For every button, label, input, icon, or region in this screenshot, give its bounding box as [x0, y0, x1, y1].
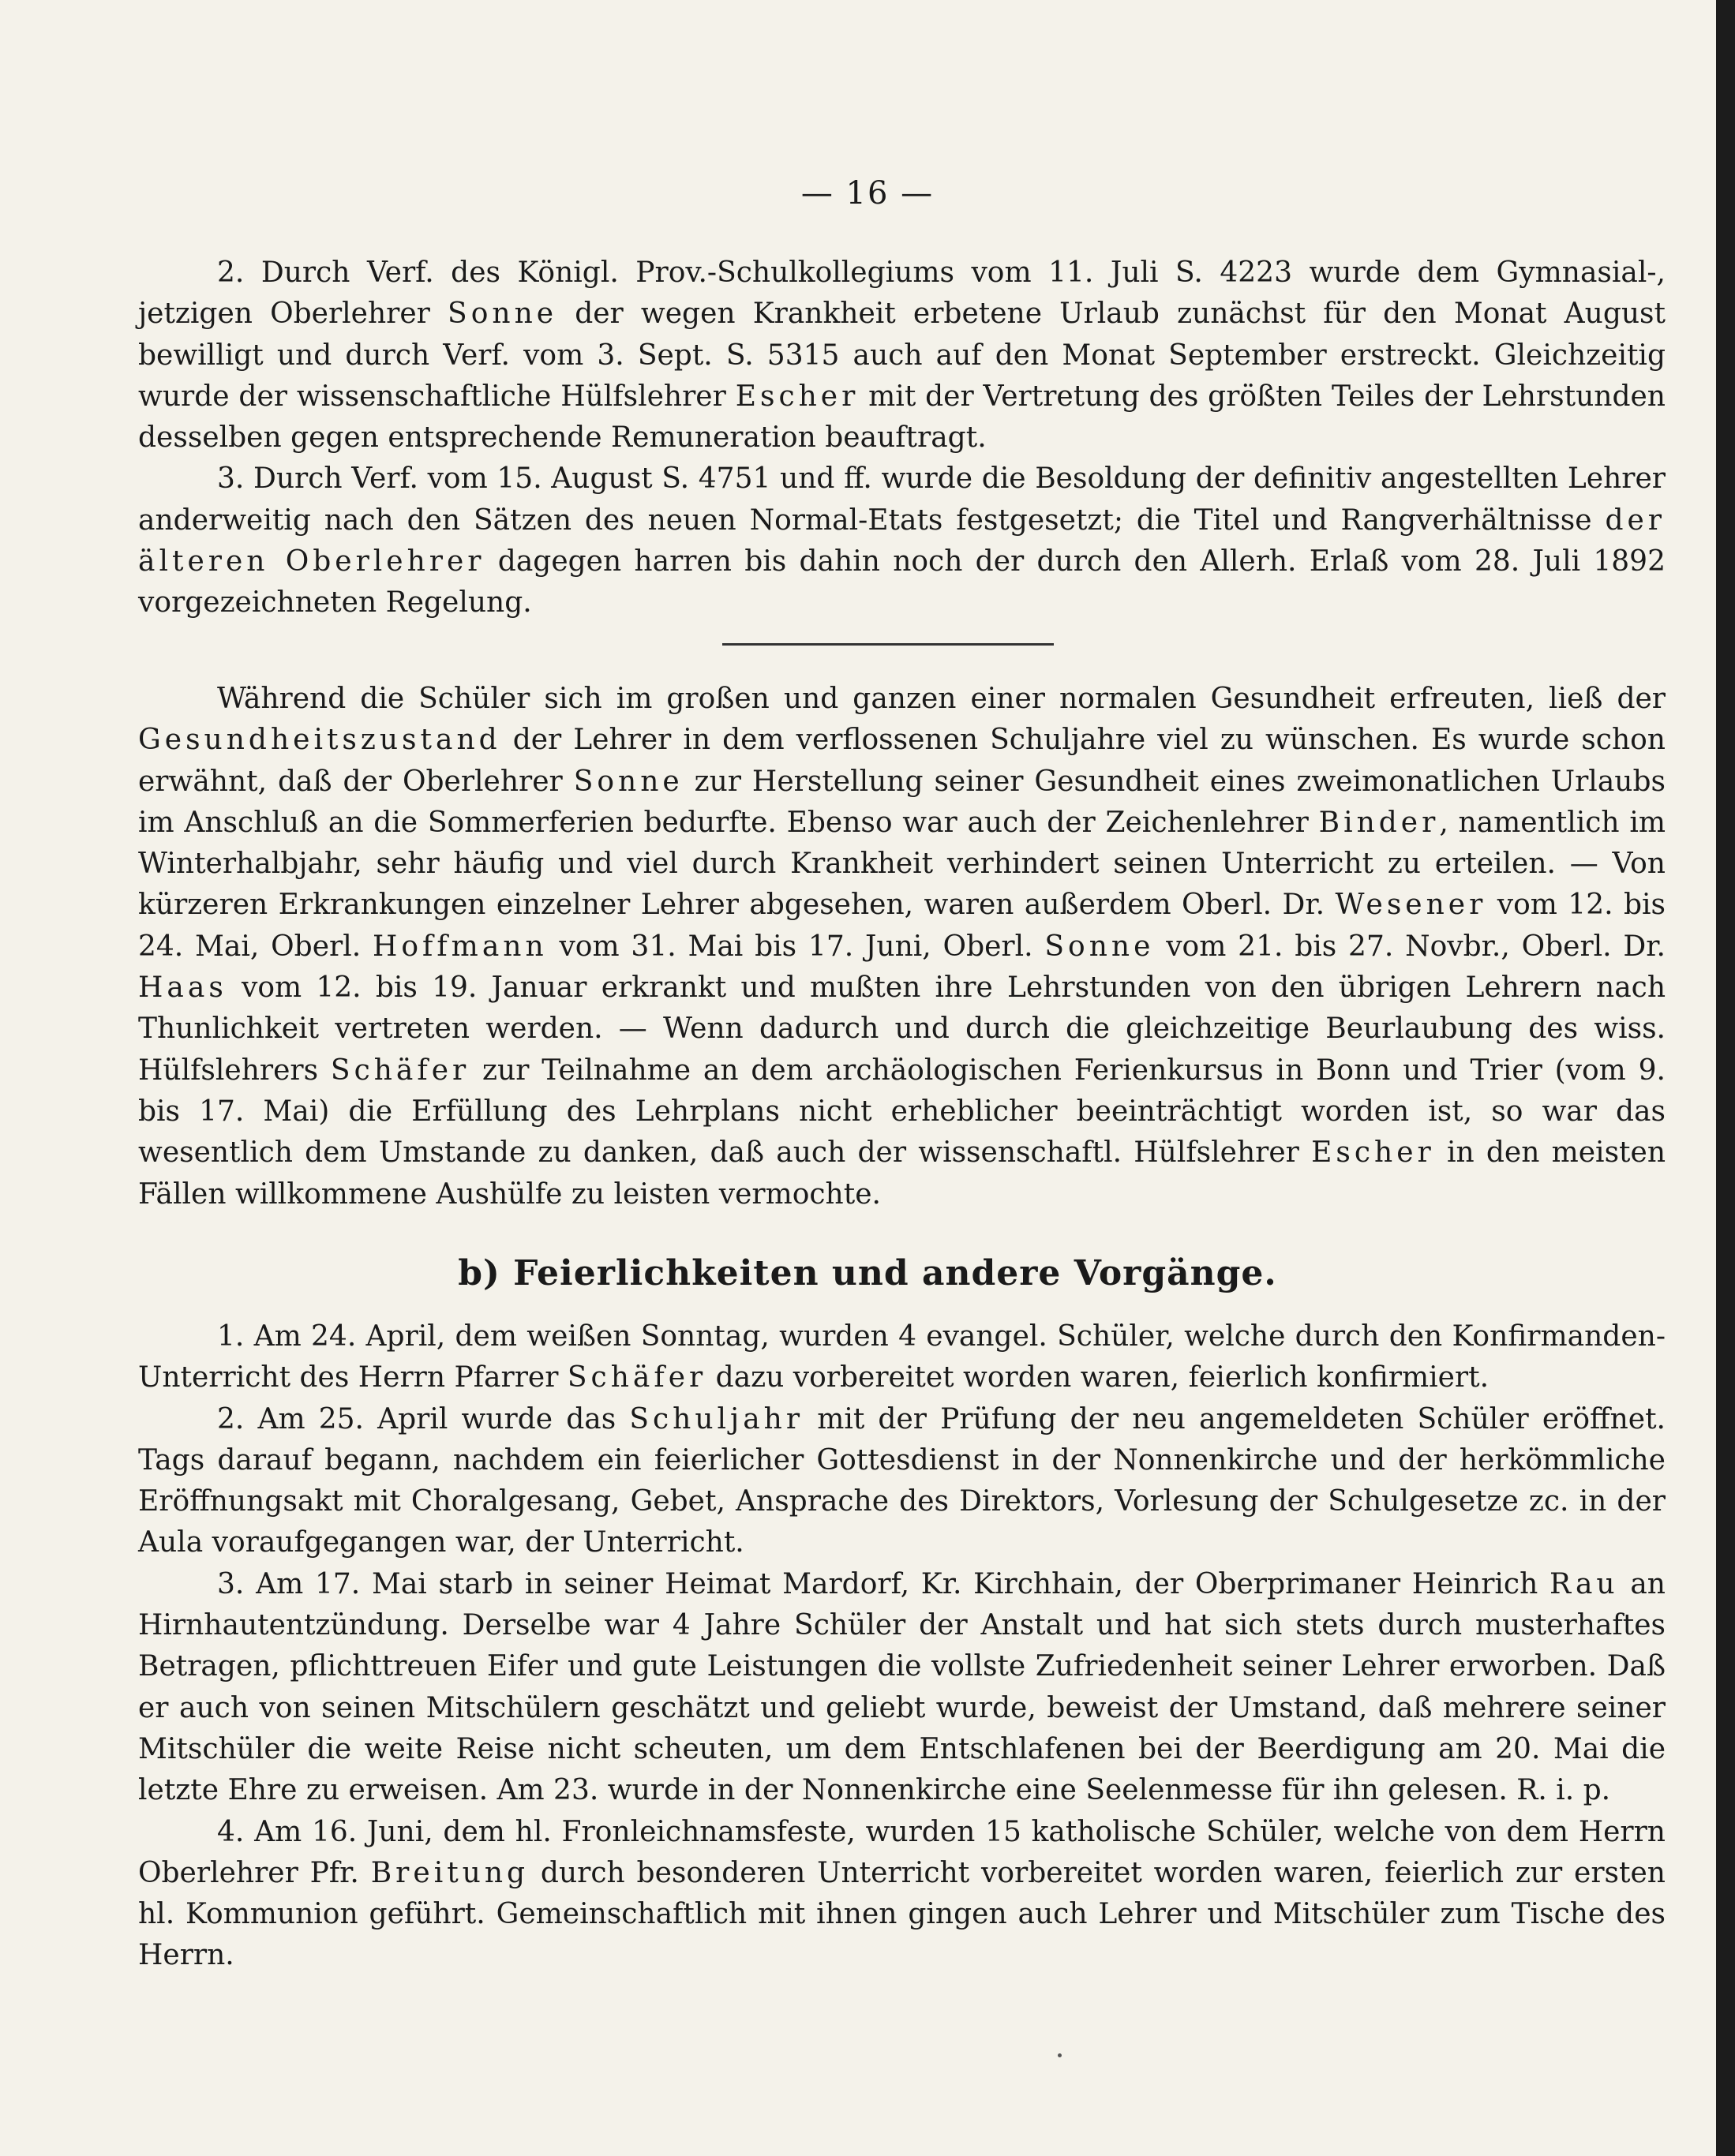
page-number: — 16 —: [800, 175, 935, 211]
person-name: Escher: [735, 380, 860, 413]
person-name: Hoffmann: [372, 930, 548, 963]
paragraph-health: Während die Schüler sich im großen und ganzen einer normalen Gesundheit erfreuten, ließ der Gesundheitszustand der Lehrer in dem verflossenen Schuljahre viel zu wünschen. Es wurde schon erwähnt, daß der Oberlehrer Sonne zur Herstellung seiner Gesundheit eines zweimonatlichen Urlaubs im Anschluß an die Sommerferien bedurfte. Ebenso war auch der Zeichenlehrer Binder, namentlich im Winterhalbjahr, sehr häufig und viel durch Krankheit verhindert seinen Unterricht zu erteilen. — Von kürzeren Erkrankungen einzelner Lehrer abgesehen, waren außerdem Oberl. Dr. Wesener vom 12. bis 24. Mai, Oberl. Hoffmann vom 31. Mai bis 17. Juni, Oberl. Sonne vom 21. bis 27. Novbr., Oberl. Dr. Haas vom 12. bis 19. Januar erkrankt und mußten ihre Lehrstunden von den übrigen Lehrern nach Thunlichkeit vertreten werden. — Wenn dadurch und durch die gleichzeitige Beurlaubung des wiss. Hülfslehrers Schäfer zur Teilnahme an dem archäologischen Ferienkursus in Bonn und Trier (vom 9. bis 17. Mai) die Erfüllung des Lehrplans nicht erheblicher beeinträchtigt worden ist, so war das wesentlich dem Umstande zu danken, daß auch der wissenschaftl. Hülfslehrer Escher in den meisten Fällen willkommene Aushülfe zu leisten vermochte.: [138, 683, 1666, 1211]
events-section: [138, 1316, 1666, 1977]
paragraph-item-3: 3. Durch Verf. vom 15. August S. 4751 und ff. wurde die Besoldung der definitiv angestellten Lehrer anderweitig nach den Sätzen des neuen Normal-Etats festgesetzt; die Titel und Rangverhältnisse der älteren Oberlehrer dagegen harren bis dahin noch der durch den Allerh. Erlaß vom 28. Juli 1892 vorgezeichneten Regelung.: [138, 462, 1666, 619]
person-name: Schäfer: [330, 1054, 470, 1087]
paragraph-event-1: 1. Am 24. April, dem weißen Sonntag, wurden 4 evangel. Schüler, welche durch den Konfirmanden-Unterricht des Herrn Pfarrer Schäfer dazu vorbereitet worden waren, feierlich konfirmiert.: [138, 1320, 1666, 1394]
person-name: Rau: [1550, 1567, 1619, 1600]
emphasized-text: Gesundheitszustand: [138, 724, 501, 757]
person-name: Wesener: [1335, 889, 1487, 922]
person-name: Sonne: [1044, 930, 1155, 963]
person-name: Escher: [1311, 1136, 1435, 1170]
paragraph-event-2: 2. Am 25. April wurde das Schuljahr mit der Prüfung der neu angemeldeten Schüler eröffnet. Tags darauf begann, nachdem ein feierlicher Gottesdienst in der Nonnenkirche und der herkömmliche Eröffnungsakt mit Choralgesang, Gebet, Ansprache des Direktors, Vorlesung der Schulgesetze zc. in der Aula voraufgegangen war, der Unterricht.: [138, 1402, 1666, 1559]
emphasized-text: der älteren Oberlehrer: [138, 503, 1666, 578]
ink-speck: [1058, 2053, 1062, 2057]
emphasized-text: Schuljahr: [629, 1402, 804, 1435]
paragraph-event-4: 4. Am 16. Juni, dem hl. Fronleichnamsfeste, wurden 15 katholische Schüler, welche von dem Herrn Oberlehrer Pfr. Breitung durch besonderen Unterricht vorbereitet worden waren, feierlich zur ersten hl. Kommunion geführt. Gemeinschaftlich mit ihnen gingen auch Lehrer und Mitschüler zum Tische des Herrn.: [138, 1815, 1666, 1972]
paragraph-event-3: 3. Am 17. Mai starb in seiner Heimat Mardorf, Kr. Kirchhain, der Oberprimaner Heinrich Rau an Hirnhautentzündung. Derselbe war 4 Jahre Schüler der Anstalt und hat sich stets durch musterhaftes Betragen, pflichttreuen Eifer und gute Leistungen die vollste Zufriedenheit seiner Lehrer erworben. Daß er auch von seinen Mitschülern geschätzt und geliebt wurde, beweist der Umstand, daß mehrere seiner Mitschüler die weite Reise nicht scheuten, um dem Entschlafenen bei der Beerdigung am 20. Mai die letzte Ehre zu erweisen. Am 23. wurde in der Nonnenkirche eine Seelenmesse für ihn gelesen. R. i. p.: [138, 1567, 1666, 1807]
person-name: Schäfer: [567, 1361, 707, 1394]
person-name: Sonne: [448, 298, 558, 331]
health-section: [138, 679, 1666, 1215]
person-name: Sonne: [573, 765, 684, 798]
person-name: Haas: [138, 971, 227, 1005]
section-heading: b) Feierlichkeiten und andere Vorgänge.: [458, 1253, 1277, 1293]
paragraph-item-2: 2. Durch Verf. des Königl. Prov.-Schulkollegiums vom 11. Juli S. 4223 wurde dem Gymnasial-, jetzigen Oberlehrer Sonne der wegen Krankheit erbetene Urlaub zunächst für den Monat August bewilligt und durch Verf. vom 3. Sept. S. 5315 auch auf den Monat September erstreckt. Gleichzeitig wurde der wissenschaftliche Hülfslehrer Escher mit der Vertretung des größten Teiles der Lehrstunden desselben gegen entsprechende Remuneration beauftragt.: [138, 256, 1666, 455]
administrative-section: [138, 253, 1666, 624]
person-name: Breitung: [370, 1856, 530, 1889]
scan-edge: [1716, 0, 1735, 2156]
section-divider: [722, 643, 1054, 646]
person-name: Binder: [1318, 806, 1440, 839]
